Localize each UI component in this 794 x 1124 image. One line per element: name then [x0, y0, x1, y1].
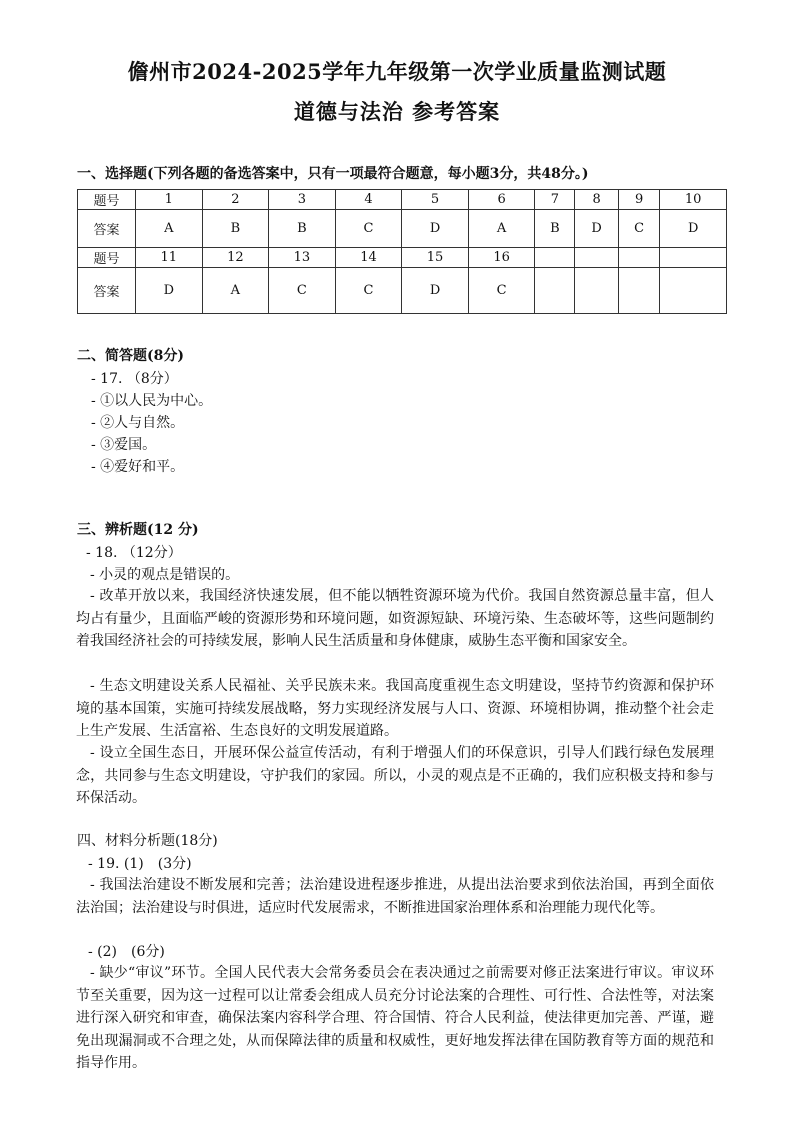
table-cell: 7 — [535, 190, 575, 210]
table-cell — [618, 268, 660, 314]
answer-paragraph: - 我国法治建设不断发展和完善；法治建设进程逐步推进，从提出法治要求到依法治国，再到全面依法治国；法治建设与时俱进，适应时代发展需求，不断推进国家治理体系和治理能力现代化等。 — [76, 877, 714, 916]
answer-line: - ①以人民为中心。 — [91, 393, 213, 409]
table-cell: B — [269, 210, 336, 248]
table-cell: 16 — [468, 248, 535, 268]
table-row — [78, 190, 727, 210]
section3-heading: 三、辨析题(12 分) — [77, 522, 199, 538]
table-cell: 14 — [335, 248, 402, 268]
table-cell: 13 — [269, 248, 336, 268]
table-cell — [575, 248, 618, 268]
row-label: 题号 — [78, 190, 136, 210]
question-number: - 19. (1) (3分) — [88, 856, 192, 872]
table-cell: 9 — [618, 190, 660, 210]
page-subtitle: 道德与法治 参考答案 — [293, 99, 501, 124]
answer-table — [77, 189, 727, 314]
table-cell: D — [575, 210, 618, 248]
row-label: 答案 — [78, 268, 136, 314]
table-cell: A — [202, 268, 269, 314]
table-row — [78, 268, 727, 314]
table-cell: C — [468, 268, 535, 314]
answer-line: - ④爱好和平。 — [91, 459, 185, 475]
table-cell — [535, 268, 575, 314]
row-label: 答案 — [78, 210, 136, 248]
table-cell: D — [660, 210, 727, 248]
table-cell: B — [202, 210, 269, 248]
table-cell: A — [468, 210, 535, 248]
table-cell: 12 — [202, 248, 269, 268]
table-cell: 10 — [660, 190, 727, 210]
table-cell — [660, 268, 727, 314]
question-number: - 18. （12分） — [86, 545, 182, 561]
table-cell: 1 — [136, 190, 203, 210]
table-cell: 4 — [335, 190, 402, 210]
answer-line: - 小灵的观点是错误的。 — [90, 567, 240, 583]
row-label: 题号 — [78, 248, 136, 268]
answer-line: - ③爱国。 — [91, 437, 157, 453]
answer-line: - 17. （8分） — [91, 371, 178, 387]
table-row — [78, 210, 727, 248]
table-cell: C — [269, 268, 336, 314]
table-cell: D — [402, 268, 469, 314]
section4-heading: 四、材料分析题(18分) — [77, 833, 218, 849]
table-cell — [535, 248, 575, 268]
section2-heading: 二、简答题(8分) — [77, 348, 184, 364]
section1-heading: 一、选择题(下列各题的备选答案中，只有一项最符合题意，每小题3分，共48分。) — [77, 166, 589, 182]
table-cell — [660, 248, 727, 268]
table-cell: C — [335, 210, 402, 248]
answer-paragraph: - 改革开放以来，我国经济快速发展，但不能以牺牲资源环境为代价。我国自然资源总量丰富，但人均占有量少，且面临严峻的资源形势和环境问题，如资源短缺、环境污染、生态破坏等，这些问题制约着我国经济社会的可持续发展，影响人民生活质量和身体健康，威胁生态平衡和国家安全。 — [76, 588, 714, 649]
page-title: 儋州市2024-2025学年九年级第一次学业质量监测试题 — [127, 59, 667, 84]
table-cell — [575, 268, 618, 314]
table-cell: 6 — [468, 190, 535, 210]
answer-paragraph: - 缺少“审议”环节。全国人民代表大会常务委员会在表决通过之前需要对修正法案进行审议。审议环节至关重要，因为这一过程可以让常委会组成人员充分讨论法案的合理性、可行性、合法性等，对法案进行深入研究和审查，确保法案内容科学合理、符合国情、符合人民利益，使法律更加完善、严谨，避免出现漏洞或不合理之处，从而保障法律的质量和权威性，更好地发挥法律在国防教育等方面的规范和指导作用。 — [76, 965, 714, 1071]
table-cell: 15 — [402, 248, 469, 268]
table-cell: 3 — [269, 190, 336, 210]
table-cell: 11 — [136, 248, 203, 268]
answer-paragraph: - 生态文明建设关系人民福祉、关乎民族未来。我国高度重视生态文明建设，坚持节约资源和保护环境的基本国策，实施可持续发展战略，努力实现经济发展与人口、资源、环境相协调，推动整个社会走上生产发展、生活富裕、生态良好的文明发展道路。 — [76, 678, 714, 739]
answer-paragraph: - 设立全国生态日，开展环保公益宣传活动，有利于增强人们的环保意识，引导人们践行绿色发展理念，共同参与生态文明建设，守护我们的家园。所以，小灵的观点是不正确的，我们应积极支持和参与环保活动。 — [76, 745, 714, 806]
table-cell: C — [618, 210, 660, 248]
table-cell: D — [136, 268, 203, 314]
table-cell: 2 — [202, 190, 269, 210]
table-cell: A — [136, 210, 203, 248]
table-cell — [618, 248, 660, 268]
table-cell: C — [335, 268, 402, 314]
table-row — [78, 248, 727, 268]
table-cell: 8 — [575, 190, 618, 210]
question-number: - (2) (6分) — [88, 944, 165, 960]
table-cell: D — [402, 210, 469, 248]
table-cell: 5 — [402, 190, 469, 210]
answer-line: - ②人与自然。 — [91, 415, 185, 431]
table-cell: B — [535, 210, 575, 248]
